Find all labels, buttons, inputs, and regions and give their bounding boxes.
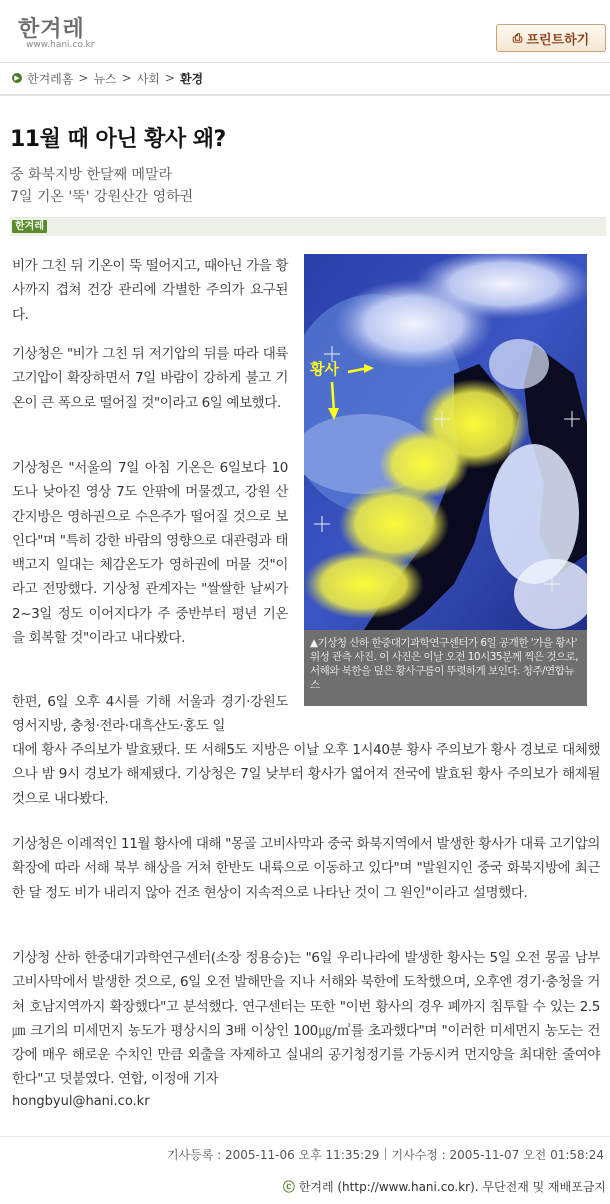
article-paragraph: 비가 그친 뒤 기온이 뚝 떨어지고, 때아닌 가을 황사까지 겹쳐 건강 관리에 각별한 주의가 요구된다. [12, 258, 288, 323]
article-paragraph: 기상청 산하 한중대기과학연구센터(소장 정용승)는 "6일 우리나라에 발생한 황사는 5일 오전 몽골 남부 고비사막에서 발생한 것으로, 6일 오전 발해만을 지나 서해와 북한에 도착했으며, 오후엔 경기·충청을 거쳐 호남지역까지 확장했다"고 분석했다. 연구센터는 또한 "이번 황사의 경우 폐까지 침투할 수 있는 2.5㎛ 크기의 미세먼지 농도가 평상시의 3배 이상인 100㎍/㎥를 초과했다"며 "이러한 미세먼지 농도는 건강에 매우 해로운 수치인 만큼 외출을 자제하고 실내의 공기청정기를 가동시켜 먼지양을 최대한 줄여야 한다"고 덧붙였다. 연합, 이정애 기자 [12, 950, 600, 1088]
breadcrumb-home[interactable]: 한겨레홈 [27, 71, 74, 86]
copyright-brand: 한겨레 [298, 1180, 334, 1194]
breadcrumb-divider [0, 94, 610, 96]
hankyoreh-logo[interactable]: 한겨레 [18, 17, 85, 42]
print-button-label: 프린트하기 [526, 32, 590, 48]
reporter-email[interactable]: hongbyul@hani.co.kr [12, 1094, 150, 1109]
satellite-photo [304, 254, 587, 630]
copyright [283, 1178, 606, 1195]
meta-separator: | [383, 1146, 388, 1160]
breadcrumb-news[interactable]: 뉴스 [93, 71, 117, 86]
header-divider [0, 62, 610, 63]
article-paragraph: 한편, 6일 오후 4시를 기해 서울과 경기·강원도 영서지방, 충청·전라·대흑산도·홍도 일 [12, 694, 288, 735]
breadcrumb [12, 70, 203, 86]
copyright-url[interactable]: (http://www.hani.co.kr). [337, 1180, 479, 1194]
figure-caption: ▲기상청 산하 한중대기과학연구센터가 6일 공개한 '가을 황사' 위성 관측 사진. 이 사진은 이날 오전 10시35분께 찍은 것으로, 서해와 북한을 덮은 황사구름이 뚜렷하게 보인다. 청주/연합뉴스 [310, 637, 579, 691]
print-button[interactable] [496, 24, 606, 52]
caption-box [304, 630, 587, 706]
breadcrumb-society[interactable]: 사회 [136, 71, 160, 86]
article-title: 11월 때 아닌 황사 왜? [10, 127, 226, 152]
satellite-figure [304, 254, 587, 706]
breadcrumb-separator: > [78, 71, 89, 85]
footer-divider [0, 1136, 610, 1137]
article-paragraph: 기상청은 "비가 그친 뒤 저기압의 뒤를 따라 대륙 고기압이 확장하면서 7일 바람이 강하게 불고 기온이 큰 폭으로 떨어질 것"이라고 6일 예보했다. [12, 346, 288, 411]
source-badge: 한겨레 [12, 220, 47, 233]
article-subtitle-1: 중 화북지방 한달째 메말라 [10, 167, 173, 183]
breadcrumb-bullet-icon: ▶ [12, 73, 22, 83]
breadcrumb-environment[interactable]: 환경 [179, 71, 204, 86]
printer-icon: ⎙ [512, 30, 523, 45]
article-meta [167, 1146, 604, 1163]
logo-url: www.hani.co.kr [26, 40, 95, 50]
modified-date: 기사수정 : 2005-11-07 오전 01:58:24 [391, 1148, 604, 1162]
article-paragraph: 기상청은 이례적인 11월 황사에 대해 "몽골 고비사막과 중국 화북지역에서 발생한 황사가 대륙 고기압의 확장에 따라 서해 북부 해상을 거쳐 한반도 내륙으로 이동하고 있다"며 "발원지인 중국 화북지방에 최근 한 달 정도 비가 내리지 않아 건조 현상이 지속적으로 나타난 것이 그 원인"이라고 설명했다. [12, 836, 600, 901]
site-header [0, 0, 610, 62]
breadcrumb-separator: > [164, 71, 175, 85]
source-bar [10, 217, 606, 236]
satellite-label: 황사 [310, 360, 339, 378]
article-paragraph: 기상청은 "서울의 7일 아침 기온은 6일보다 10도나 낮아진 영상 7도 안팎에 머물겠고, 강원 산간지방은 영하권으로 수은주가 떨어질 것으로 보인다"며 "특히 강한 바람의 영향으로 대관령과 태백고지 일대는 체감온도가 영하권에 머물 것"이라고 전망했다. 기상청 관계자는 "쌀쌀한 날씨가 2~3일 정도 이어지다가 주 중반부터 평년 기온을 회복할 것"이라고 내다봤다. [12, 460, 288, 647]
copyright-icon: ⓒ [282, 1180, 295, 1194]
breadcrumb-separator: > [121, 71, 132, 85]
article-paragraph: 대에 황사 주의보가 발효됐다. 또 서해5도 지방은 이날 오후 1시40분 황사 주의보가 황사 경보로 대체했으나 밤 9시 경보가 해제됐다. 기상청은 7일 낮부터 황사가 엷어져 전국에 발효된 황사 주의보가 해제될 것으로 내다봤다. [12, 742, 600, 807]
copyright-notice: 무단전재 및 재배포금지 [482, 1180, 606, 1194]
article-subtitle-2: 7일 기온 '뚝' 강원산간 영하권 [10, 189, 194, 205]
registered-date: 기사등록 : 2005-11-06 오후 11:35:29 [166, 1148, 380, 1162]
